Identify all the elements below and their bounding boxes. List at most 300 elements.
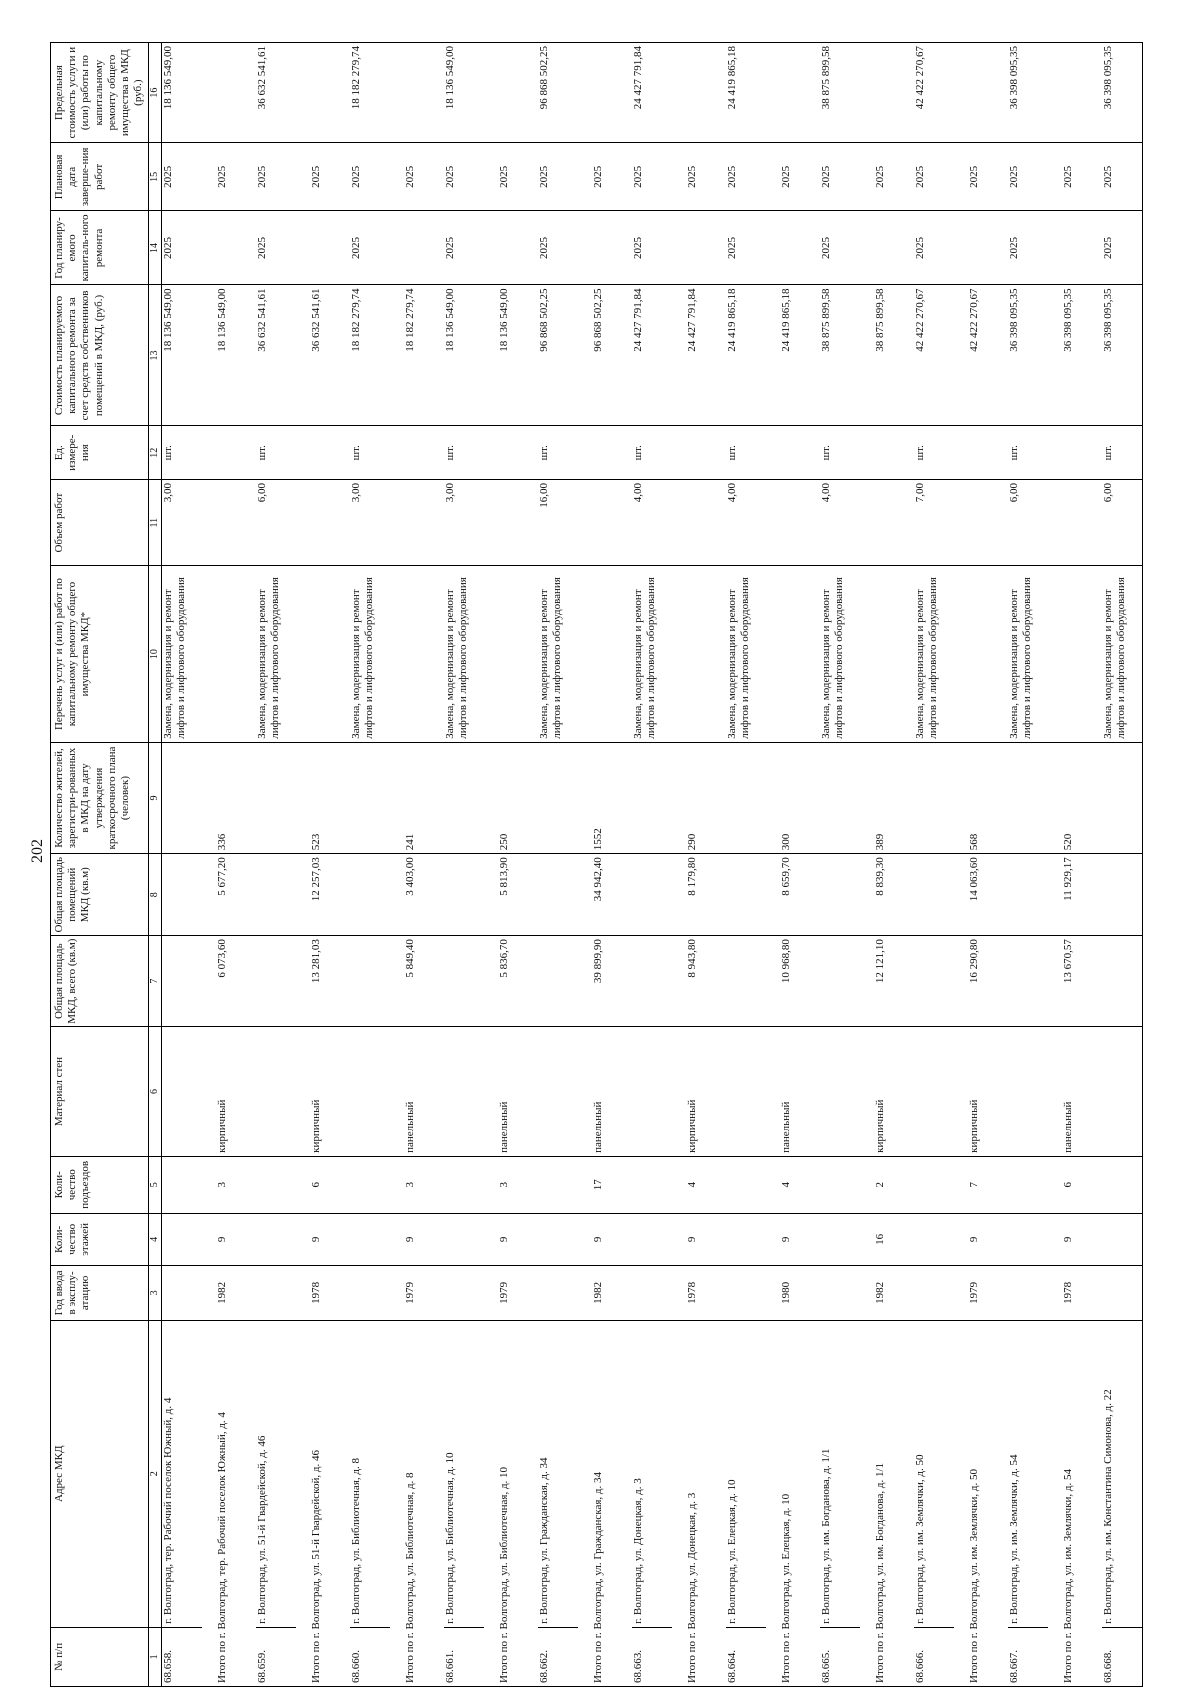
table-row-total — [954, 43, 1008, 1687]
limit-cost-cell: 42 422 270,67 — [914, 43, 954, 143]
empty-cell — [1048, 426, 1102, 479]
year-cell: 2025 — [1008, 211, 1048, 285]
empty-cell — [444, 1156, 484, 1213]
work-description: Замена, модернизация и ремонт лифтов и лифтового оборудования — [632, 566, 672, 742]
residents-cell: 523 — [296, 742, 350, 853]
wall-material-cell: панельный — [390, 1027, 444, 1157]
row-number: 68.665. — [820, 1627, 860, 1686]
empty-cell — [484, 211, 538, 285]
header-cell: Год планиру-емого капиталь-ного ремонта — [51, 211, 149, 285]
empty-cell — [538, 1213, 578, 1265]
entrances-cell: 3 — [202, 1156, 256, 1213]
table-row-item — [632, 43, 672, 1687]
cost-cell: 96 868 502,25 — [538, 285, 578, 426]
cost-cell: 24 427 791,84 — [672, 285, 726, 426]
limit-cost-cell: 36 398 095,35 — [1008, 43, 1048, 143]
column-number: 13 — [149, 285, 162, 426]
empty-cell — [954, 211, 1008, 285]
entrances-cell: 4 — [766, 1156, 820, 1213]
table-row-total — [860, 43, 914, 1687]
year-built-cell: 1982 — [860, 1266, 914, 1321]
total-label: Итого по г. Волгоград, ул. Донецкая, д. 3 — [672, 1320, 726, 1686]
table-row-item — [162, 43, 203, 1687]
empty-cell — [914, 936, 954, 1027]
empty-cell — [672, 566, 726, 742]
cost-cell: 42 422 270,67 — [954, 285, 1008, 426]
total-area-cell: 5 836,70 — [484, 936, 538, 1027]
column-number: 8 — [149, 854, 162, 936]
empty-cell — [202, 479, 256, 565]
year-cell: 2025 — [350, 211, 390, 285]
cost-cell: 18 182 279,74 — [350, 285, 390, 426]
empty-cell — [914, 1213, 954, 1265]
empty-cell — [162, 1027, 203, 1157]
rooms-area-cell: 8 179,80 — [672, 854, 726, 936]
empty-cell — [766, 479, 820, 565]
total-area-cell: 13 670,57 — [1048, 936, 1102, 1027]
row-number: 68.662. — [538, 1627, 578, 1686]
entrances-cell: 2 — [860, 1156, 914, 1213]
empty-cell — [632, 854, 672, 936]
header-cell: Объем работ — [51, 479, 149, 565]
residents-cell: 300 — [766, 742, 820, 853]
residents-cell: 336 — [202, 742, 256, 853]
empty-cell — [914, 1027, 954, 1157]
completion-date-cell: 2025 — [632, 143, 672, 211]
empty-cell — [256, 1266, 296, 1321]
entrances-cell: 7 — [954, 1156, 1008, 1213]
address-cell: г. Волгоград, тер. Рабочий поселок Южный, д. 4 — [162, 1320, 203, 1627]
wall-material-cell: кирпичный — [202, 1027, 256, 1157]
header-cell: № п/п — [51, 1627, 149, 1686]
empty-cell — [1102, 1213, 1143, 1265]
empty-cell — [162, 1156, 203, 1213]
header-cell: Общая площадь помещений МКД (кв.м) — [51, 854, 149, 936]
volume-cell: 6,00 — [1102, 479, 1143, 565]
rotated-table-sheet — [50, 42, 1158, 1687]
volume-cell: 16,00 — [538, 479, 578, 565]
total-area-cell: 6 073,60 — [202, 936, 256, 1027]
empty-cell — [1048, 211, 1102, 285]
total-area-cell: 39 899,90 — [578, 936, 632, 1027]
header-cell: Материал стен — [51, 1027, 149, 1157]
unit-cell: шт. — [444, 426, 484, 479]
limit-cost-cell: 18 136 549,00 — [162, 43, 203, 143]
wall-material-cell: кирпичный — [954, 1027, 1008, 1157]
completion-date-cell: 2025 — [1048, 143, 1102, 211]
empty-cell — [444, 1027, 484, 1157]
work-description: Замена, модернизация и ремонт лифтов и лифтового оборудования — [444, 566, 484, 742]
empty-cell — [726, 742, 766, 853]
empty-cell — [162, 1213, 203, 1265]
volume-cell: 3,00 — [444, 479, 484, 565]
entrances-cell: 3 — [484, 1156, 538, 1213]
empty-cell — [954, 426, 1008, 479]
floors-cell: 9 — [484, 1213, 538, 1265]
table-row-total — [390, 43, 444, 1687]
empty-cell — [632, 1027, 672, 1157]
column-number: 12 — [149, 426, 162, 479]
empty-cell — [202, 566, 256, 742]
rooms-area-cell: 5 813,90 — [484, 854, 538, 936]
header-cell: Количество жителей, зарегистри-рованных в МКД на дату утверждения краткосрочного плана (человек) — [51, 742, 149, 853]
empty-cell — [632, 936, 672, 1027]
wall-material-cell: кирпичный — [860, 1027, 914, 1157]
floors-cell: 9 — [954, 1213, 1008, 1265]
completion-date-cell: 2025 — [766, 143, 820, 211]
total-label: Итого по г. Волгоград, ул. Библиотечная, д. 8 — [390, 1320, 444, 1686]
unit-cell: шт. — [1008, 426, 1048, 479]
completion-date-cell: 2025 — [538, 143, 578, 211]
empty-cell — [820, 854, 860, 936]
row-number: 68.667. — [1008, 1627, 1048, 1686]
column-number: 6 — [149, 1027, 162, 1157]
empty-cell — [1008, 936, 1048, 1027]
cost-cell: 36 398 095,35 — [1102, 285, 1143, 426]
header-cell: Перечень услуг и (или) работ по капитальному ремонту общего имущества МКД* — [51, 566, 149, 742]
volume-cell: 3,00 — [350, 479, 390, 565]
address-cell: г. Волгоград, ул. Библиотечная, д. 8 — [350, 1320, 390, 1627]
header-row — [51, 43, 149, 1687]
limit-cost-cell: 36 398 095,35 — [1102, 43, 1143, 143]
total-label: Итого по г. Волгоград, ул. им. Землячки, д. 50 — [954, 1320, 1008, 1686]
cost-cell: 36 632 541,61 — [256, 285, 296, 426]
empty-cell — [296, 479, 350, 565]
empty-cell — [954, 479, 1008, 565]
empty-cell — [632, 742, 672, 853]
header-cell: Год ввода в эксплу-атацию — [51, 1266, 149, 1321]
row-number: 68.658. — [162, 1627, 203, 1686]
empty-cell — [1008, 1266, 1048, 1321]
residents-cell: 241 — [390, 742, 444, 853]
cost-cell: 36 398 095,35 — [1048, 285, 1102, 426]
empty-cell — [350, 1266, 390, 1321]
empty-cell — [860, 211, 914, 285]
table-row-item — [726, 43, 766, 1687]
volume-cell: 4,00 — [820, 479, 860, 565]
row-number: 68.661. — [444, 1627, 484, 1686]
empty-cell — [766, 211, 820, 285]
empty-cell — [820, 1027, 860, 1157]
empty-cell — [820, 1213, 860, 1265]
cost-cell: 36 398 095,35 — [1008, 285, 1048, 426]
empty-cell — [914, 1266, 954, 1321]
row-number: 68.664. — [726, 1627, 766, 1686]
table-row-total — [1048, 43, 1102, 1687]
entrances-cell: 6 — [1048, 1156, 1102, 1213]
empty-cell — [1048, 479, 1102, 565]
unit-cell: шт. — [914, 426, 954, 479]
empty-cell — [256, 742, 296, 853]
header-cell: Общая площадь МКД, всего (кв.м) — [51, 936, 149, 1027]
rooms-area-cell: 3 403,00 — [390, 854, 444, 936]
column-number: 5 — [149, 1156, 162, 1213]
column-number: 7 — [149, 936, 162, 1027]
address-cell: г. Волгоград, ул. им. Константина Симонова, д. 22 — [1102, 1320, 1143, 1627]
row-number: 68.666. — [914, 1627, 954, 1686]
limit-cost-cell: 96 868 502,25 — [538, 43, 578, 143]
column-number: 1 — [149, 1627, 162, 1686]
empty-cell — [296, 211, 350, 285]
total-area-cell: 13 281,03 — [296, 936, 350, 1027]
table-row-total — [484, 43, 538, 1687]
year-cell: 2025 — [538, 211, 578, 285]
completion-date-cell: 2025 — [578, 143, 632, 211]
unit-cell: шт. — [632, 426, 672, 479]
header-cell: Адрес МКД — [51, 1320, 149, 1627]
completion-date-cell: 2025 — [162, 143, 203, 211]
year-cell: 2025 — [632, 211, 672, 285]
year-cell: 2025 — [162, 211, 203, 285]
table-row-total — [672, 43, 726, 1687]
volume-cell: 7,00 — [914, 479, 954, 565]
limit-cost-cell: 24 419 865,18 — [726, 43, 766, 143]
completion-date-cell: 2025 — [820, 143, 860, 211]
empty-cell — [632, 1156, 672, 1213]
year-cell: 2025 — [444, 211, 484, 285]
empty-cell — [726, 1156, 766, 1213]
column-number: 9 — [149, 742, 162, 853]
empty-cell — [726, 854, 766, 936]
empty-cell — [1008, 1156, 1048, 1213]
address-cell: г. Волгоград, ул. Библиотечная, д. 10 — [444, 1320, 484, 1627]
volume-cell: 4,00 — [726, 479, 766, 565]
empty-cell — [350, 742, 390, 853]
cost-cell: 18 136 549,00 — [444, 285, 484, 426]
year-built-cell: 1979 — [954, 1266, 1008, 1321]
cost-cell: 38 875 899,58 — [820, 285, 860, 426]
empty-cell — [726, 1266, 766, 1321]
empty-cell — [296, 426, 350, 479]
wall-material-cell: панельный — [578, 1027, 632, 1157]
cost-cell: 36 632 541,61 — [296, 285, 350, 426]
volume-cell: 3,00 — [162, 479, 203, 565]
capital-repair-plan-table — [50, 42, 1143, 1687]
rooms-area-cell: 11 929,17 — [1048, 854, 1102, 936]
year-cell: 2025 — [914, 211, 954, 285]
empty-cell — [820, 1266, 860, 1321]
unit-cell: шт. — [1102, 426, 1143, 479]
limit-cost-cell: 36 632 541,61 — [256, 43, 296, 143]
row-number: 68.663. — [632, 1627, 672, 1686]
table-row-total — [202, 43, 256, 1687]
residents-cell: 520 — [1048, 742, 1102, 853]
completion-date-cell: 2025 — [726, 143, 766, 211]
limit-cost-cell: 18 182 279,74 — [350, 43, 390, 143]
completion-date-cell: 2025 — [954, 143, 1008, 211]
column-number: 10 — [149, 566, 162, 742]
cost-cell: 18 136 549,00 — [162, 285, 203, 426]
table-row-item — [1008, 43, 1048, 1687]
empty-cell — [484, 426, 538, 479]
unit-cell: шт. — [162, 426, 203, 479]
volume-cell: 6,00 — [256, 479, 296, 565]
rooms-area-cell: 5 677,20 — [202, 854, 256, 936]
empty-cell — [1102, 936, 1143, 1027]
address-cell: г. Волгоград, ул. Гражданская, д. 34 — [538, 1320, 578, 1627]
completion-date-cell: 2025 — [484, 143, 538, 211]
empty-cell — [538, 936, 578, 1027]
empty-cell — [296, 43, 350, 143]
completion-date-cell: 2025 — [390, 143, 444, 211]
year-cell: 2025 — [726, 211, 766, 285]
column-number: 2 — [149, 1320, 162, 1627]
work-description: Замена, модернизация и ремонт лифтов и лифтового оборудования — [538, 566, 578, 742]
floors-cell: 9 — [296, 1213, 350, 1265]
empty-cell — [390, 426, 444, 479]
total-label: Итого по г. Волгоград, ул. Библиотечная, д. 10 — [484, 1320, 538, 1686]
empty-cell — [444, 854, 484, 936]
header-cell: Ед. измере-ния — [51, 426, 149, 479]
empty-cell — [390, 566, 444, 742]
empty-cell — [256, 1027, 296, 1157]
total-area-cell: 10 968,80 — [766, 936, 820, 1027]
completion-date-cell: 2025 — [914, 143, 954, 211]
empty-cell — [202, 43, 256, 143]
empty-cell — [256, 936, 296, 1027]
work-description: Замена, модернизация и ремонт лифтов и лифтового оборудования — [726, 566, 766, 742]
header-cell: Коли-чество этажей — [51, 1213, 149, 1265]
header-cell: Коли-чество подъездов — [51, 1156, 149, 1213]
year-built-cell: 1980 — [766, 1266, 820, 1321]
empty-cell — [914, 742, 954, 853]
empty-cell — [444, 936, 484, 1027]
empty-cell — [1008, 742, 1048, 853]
entrances-cell: 4 — [672, 1156, 726, 1213]
row-number: 68.659. — [256, 1627, 296, 1686]
unit-cell: шт. — [820, 426, 860, 479]
year-built-cell: 1978 — [296, 1266, 350, 1321]
limit-cost-cell: 18 136 549,00 — [444, 43, 484, 143]
empty-cell — [162, 936, 203, 1027]
table-row-total — [766, 43, 820, 1687]
empty-cell — [162, 742, 203, 853]
empty-cell — [672, 43, 726, 143]
empty-cell — [914, 854, 954, 936]
empty-cell — [538, 1156, 578, 1213]
empty-cell — [914, 1156, 954, 1213]
empty-cell — [578, 43, 632, 143]
residents-cell: 250 — [484, 742, 538, 853]
column-number: 3 — [149, 1266, 162, 1321]
empty-cell — [390, 479, 444, 565]
empty-cell — [538, 854, 578, 936]
empty-cell — [954, 43, 1008, 143]
empty-cell — [578, 479, 632, 565]
empty-cell — [162, 854, 203, 936]
unit-cell: шт. — [256, 426, 296, 479]
empty-cell — [820, 1156, 860, 1213]
floors-cell: 9 — [578, 1213, 632, 1265]
empty-cell — [444, 1213, 484, 1265]
unit-cell: шт. — [350, 426, 390, 479]
empty-cell — [256, 1213, 296, 1265]
cost-cell: 24 419 865,18 — [766, 285, 820, 426]
total-label: Итого по г. Волгоград, ул. Елецкая, д. 10 — [766, 1320, 820, 1686]
column-number: 15 — [149, 143, 162, 211]
limit-cost-cell: 24 427 791,84 — [632, 43, 672, 143]
work-description: Замена, модернизация и ремонт лифтов и лифтового оборудования — [162, 566, 203, 742]
empty-cell — [578, 566, 632, 742]
completion-date-cell: 2025 — [444, 143, 484, 211]
empty-cell — [1102, 742, 1143, 853]
completion-date-cell: 2025 — [672, 143, 726, 211]
empty-cell — [296, 566, 350, 742]
completion-date-cell: 2025 — [202, 143, 256, 211]
empty-cell — [162, 1266, 203, 1321]
empty-cell — [538, 1266, 578, 1321]
empty-cell — [860, 43, 914, 143]
empty-cell — [350, 1213, 390, 1265]
table-row-total — [296, 43, 350, 1687]
cost-cell: 18 182 279,74 — [390, 285, 444, 426]
floors-cell: 9 — [766, 1213, 820, 1265]
year-cell: 2025 — [256, 211, 296, 285]
wall-material-cell: панельный — [484, 1027, 538, 1157]
limit-cost-cell: 38 875 899,58 — [820, 43, 860, 143]
total-label: Итого по г. Волгоград, тер. Рабочий поселок Южный, д. 4 — [202, 1320, 256, 1686]
completion-date-cell: 2025 — [860, 143, 914, 211]
empty-cell — [1102, 1266, 1143, 1321]
empty-cell — [766, 566, 820, 742]
work-description: Замена, модернизация и ремонт лифтов и лифтового оборудования — [914, 566, 954, 742]
empty-cell — [484, 479, 538, 565]
empty-cell — [766, 426, 820, 479]
entrances-cell: 17 — [578, 1156, 632, 1213]
total-label: Итого по г. Волгоград, ул. Гражданская, д. 34 — [578, 1320, 632, 1686]
empty-cell — [954, 566, 1008, 742]
page-number: 202 — [29, 839, 46, 863]
empty-cell — [350, 1027, 390, 1157]
rooms-area-cell: 14 063,60 — [954, 854, 1008, 936]
table-row-item — [350, 43, 390, 1687]
cost-cell: 96 868 502,25 — [578, 285, 632, 426]
year-built-cell: 1978 — [672, 1266, 726, 1321]
empty-cell — [726, 1027, 766, 1157]
work-description: Замена, модернизация и ремонт лифтов и лифтового оборудования — [256, 566, 296, 742]
year-built-cell: 1982 — [578, 1266, 632, 1321]
floors-cell: 9 — [390, 1213, 444, 1265]
address-cell: г. Волгоград, ул. Донецкая, д. 3 — [632, 1320, 672, 1627]
empty-cell — [1048, 43, 1102, 143]
work-description: Замена, модернизация и ремонт лифтов и лифтового оборудования — [350, 566, 390, 742]
entrances-cell: 3 — [390, 1156, 444, 1213]
work-description: Замена, модернизация и ремонт лифтов и лифтового оборудования — [1102, 566, 1143, 742]
empty-cell — [860, 479, 914, 565]
empty-cell — [1102, 854, 1143, 936]
address-cell: г. Волгоград, ул. им. Землячки, д. 50 — [914, 1320, 954, 1627]
year-built-cell: 1979 — [484, 1266, 538, 1321]
volume-cell: 6,00 — [1008, 479, 1048, 565]
empty-cell — [860, 426, 914, 479]
header-cell: Плановая дата заверше-ния работ — [51, 143, 149, 211]
total-area-cell: 8 943,80 — [672, 936, 726, 1027]
completion-date-cell: 2025 — [1102, 143, 1143, 211]
year-built-cell: 1982 — [202, 1266, 256, 1321]
total-label: Итого по г. Волгоград, ул. 51-й Гвардейской, д. 46 — [296, 1320, 350, 1686]
empty-cell — [538, 1027, 578, 1157]
wall-material-cell: кирпичный — [672, 1027, 726, 1157]
year-cell: 2025 — [820, 211, 860, 285]
header-cell: Стоимость планируемого капитального ремонта за счет средств собственников помещений в МКД, (руб.) — [51, 285, 149, 426]
empty-cell — [1102, 1156, 1143, 1213]
table-row-item — [914, 43, 954, 1687]
empty-cell — [1008, 1027, 1048, 1157]
empty-cell — [390, 43, 444, 143]
residents-cell: 1552 — [578, 742, 632, 853]
wall-material-cell: панельный — [1048, 1027, 1102, 1157]
empty-cell — [256, 854, 296, 936]
